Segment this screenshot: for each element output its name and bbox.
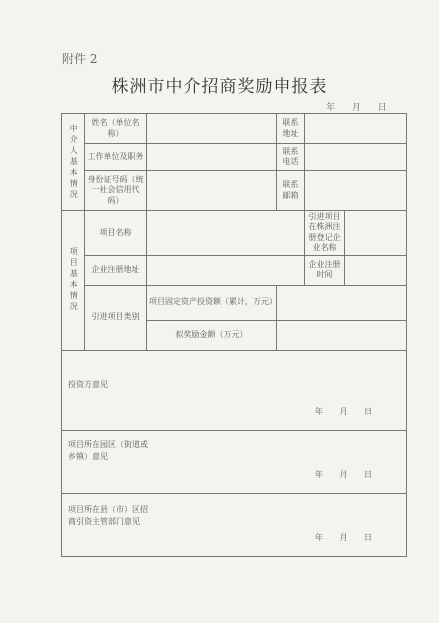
section1-label: 中介人基本情况 xyxy=(62,114,85,211)
date-day: 日 xyxy=(364,470,372,480)
name-label: 姓名（单位名称） xyxy=(85,114,147,144)
park-opinion-date xyxy=(301,470,372,480)
section2-label: 项目基本情况 xyxy=(62,211,85,351)
investor-opinion-section[interactable] xyxy=(62,350,407,430)
date-month: 月 xyxy=(339,533,348,543)
form-title: 株洲市中介招商奖励申报表 xyxy=(111,77,328,97)
park-opinion-label: 项目所在园区（街道或乡镇）意见 xyxy=(68,439,148,462)
date-month: 月 xyxy=(339,407,348,417)
id-number-label: 身份证号码（统一社会信用代码） xyxy=(85,171,147,211)
phone-label: 联系电话 xyxy=(277,144,305,171)
email-label: 联系邮箱 xyxy=(277,171,305,211)
county-opinion-date xyxy=(301,533,372,543)
date-day: 日 xyxy=(364,533,372,543)
registered-enterprise-label: 引进项目在株洲注册登记企业名称 xyxy=(305,211,345,256)
park-opinion-section[interactable] xyxy=(62,430,407,493)
address-field[interactable] xyxy=(305,114,407,144)
enterprise-address-label: 企业注册地址 xyxy=(85,255,147,285)
registered-enterprise-field[interactable] xyxy=(345,211,407,256)
work-unit-field[interactable] xyxy=(147,144,277,171)
project-type-label: 引进项目类别 xyxy=(85,285,147,350)
address-label: 联系地址 xyxy=(277,114,305,144)
date-year: 年 xyxy=(326,103,336,113)
registration-time-field[interactable] xyxy=(345,255,407,285)
fixed-asset-investment-field[interactable] xyxy=(277,285,407,320)
county-opinion-section[interactable] xyxy=(62,493,407,556)
date-day: 日 xyxy=(377,103,387,113)
proposed-reward-field[interactable] xyxy=(277,320,407,350)
investor-opinion-date xyxy=(301,407,372,417)
fixed-asset-investment-label: 项目固定资产投资额（累计，万元） xyxy=(147,285,277,320)
date-year: 年 xyxy=(314,407,323,417)
county-opinion-label: 项目所在县（市）区招商引资主管部门意见 xyxy=(68,504,148,527)
date-month: 月 xyxy=(339,470,348,480)
email-field[interactable] xyxy=(305,171,407,211)
id-number-field[interactable] xyxy=(147,171,277,211)
date-day: 日 xyxy=(364,407,372,417)
date-top xyxy=(326,100,401,113)
phone-field[interactable] xyxy=(305,144,407,171)
project-name-label: 项目名称 xyxy=(85,211,147,256)
date-year: 年 xyxy=(314,470,323,480)
date-year: 年 xyxy=(314,533,323,543)
project-name-field[interactable] xyxy=(147,211,305,256)
registration-time-label: 企业注册时间 xyxy=(305,255,345,285)
work-unit-label: 工作单位及职务 xyxy=(85,144,147,171)
proposed-reward-label: 拟奖励金额（万元） xyxy=(147,320,277,350)
enterprise-address-field[interactable] xyxy=(147,255,305,285)
application-form-table xyxy=(61,113,407,557)
attachment-label: 附件 2 xyxy=(62,52,98,66)
date-month: 月 xyxy=(351,103,361,113)
name-field[interactable] xyxy=(147,114,277,144)
investor-opinion-label: 投资方意见 xyxy=(68,379,108,389)
